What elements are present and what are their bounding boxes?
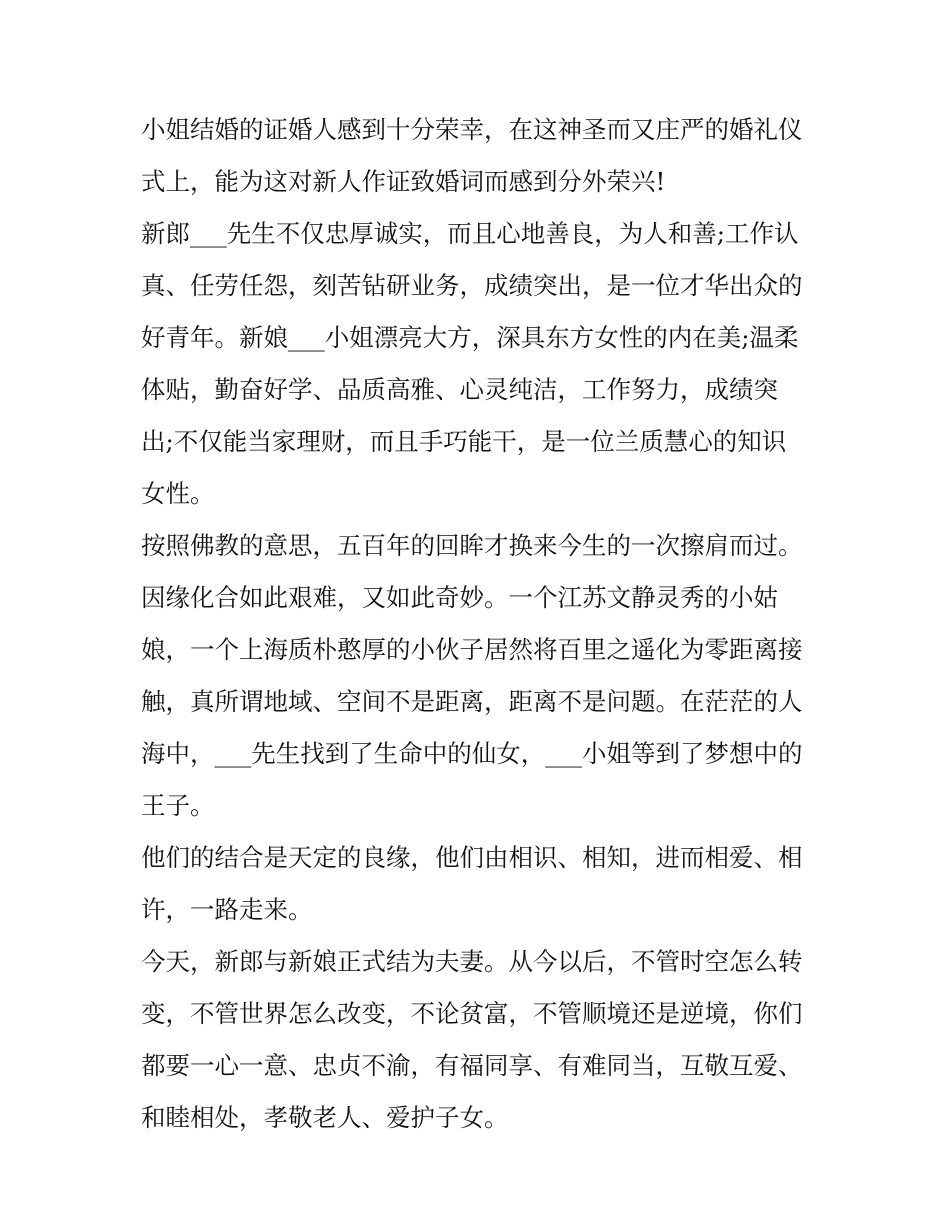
document-body bbox=[141, 104, 821, 1144]
text-line: 娘，一个上海质朴憨厚的小伙子居然将百里之遥化为零距离接 bbox=[141, 635, 803, 664]
text-line: 小姐结婚的证婚人感到十分荣幸，在这神圣而又庄严的婚礼仪 bbox=[141, 115, 803, 144]
text-line: 因缘化合如此艰难，又如此奇妙。一个江苏文静灵秀的小姑 bbox=[141, 583, 778, 612]
text-line: 今天，新郎与新娘正式结为夫妻。从今以后，不管时空怎么转 bbox=[141, 947, 803, 976]
text-line: 真、任劳任怨，刻苦钻研业务，成绩突出，是一位才华出众的 bbox=[141, 271, 803, 300]
text-line: 都要一心一意、忠贞不渝，有福同享、有难同当，互敬互爱、 bbox=[141, 1051, 803, 1080]
text-line: 出;不仅能当家理财，而且手巧能干，是一位兰质慧心的知识 bbox=[141, 427, 787, 456]
text-line: 新郎___先生不仅忠厚诚实，而且心地善良，为人和善;工作认 bbox=[141, 219, 799, 248]
text-line: 变，不管世界怎么改变，不论贫富，不管顺境还是逆境，你们 bbox=[141, 999, 803, 1028]
text-line: 女性。 bbox=[141, 479, 215, 508]
text-line: 许，一路走来。 bbox=[141, 895, 313, 924]
text-line: 按照佛教的意思，五百年的回眸才换来今生的一次擦肩而过。 bbox=[141, 531, 803, 560]
text-line: 触，真所谓地域、空间不是距离，距离不是问题。在茫茫的人 bbox=[141, 687, 803, 716]
text-line: 体贴，勤奋好学、品质高雅、心灵纯洁，工作努力，成绩突 bbox=[141, 375, 778, 404]
text-line: 和睦相处，孝敬老人、爱护子女。 bbox=[141, 1103, 509, 1132]
text-line: 他们的结合是天定的良缘，他们由相识、相知，进而相爱、相 bbox=[141, 843, 803, 872]
text-line: 好青年。新娘___小姐漂亮大方，深具东方女性的内在美;温柔 bbox=[141, 323, 799, 352]
text-line: 海中，___先生找到了生命中的仙女，___小姐等到了梦想中的 bbox=[141, 739, 803, 768]
text-line: 王子。 bbox=[141, 791, 215, 820]
text-line: 式上，能为这对新人作证致婚词而感到分外荣兴! bbox=[141, 167, 666, 196]
